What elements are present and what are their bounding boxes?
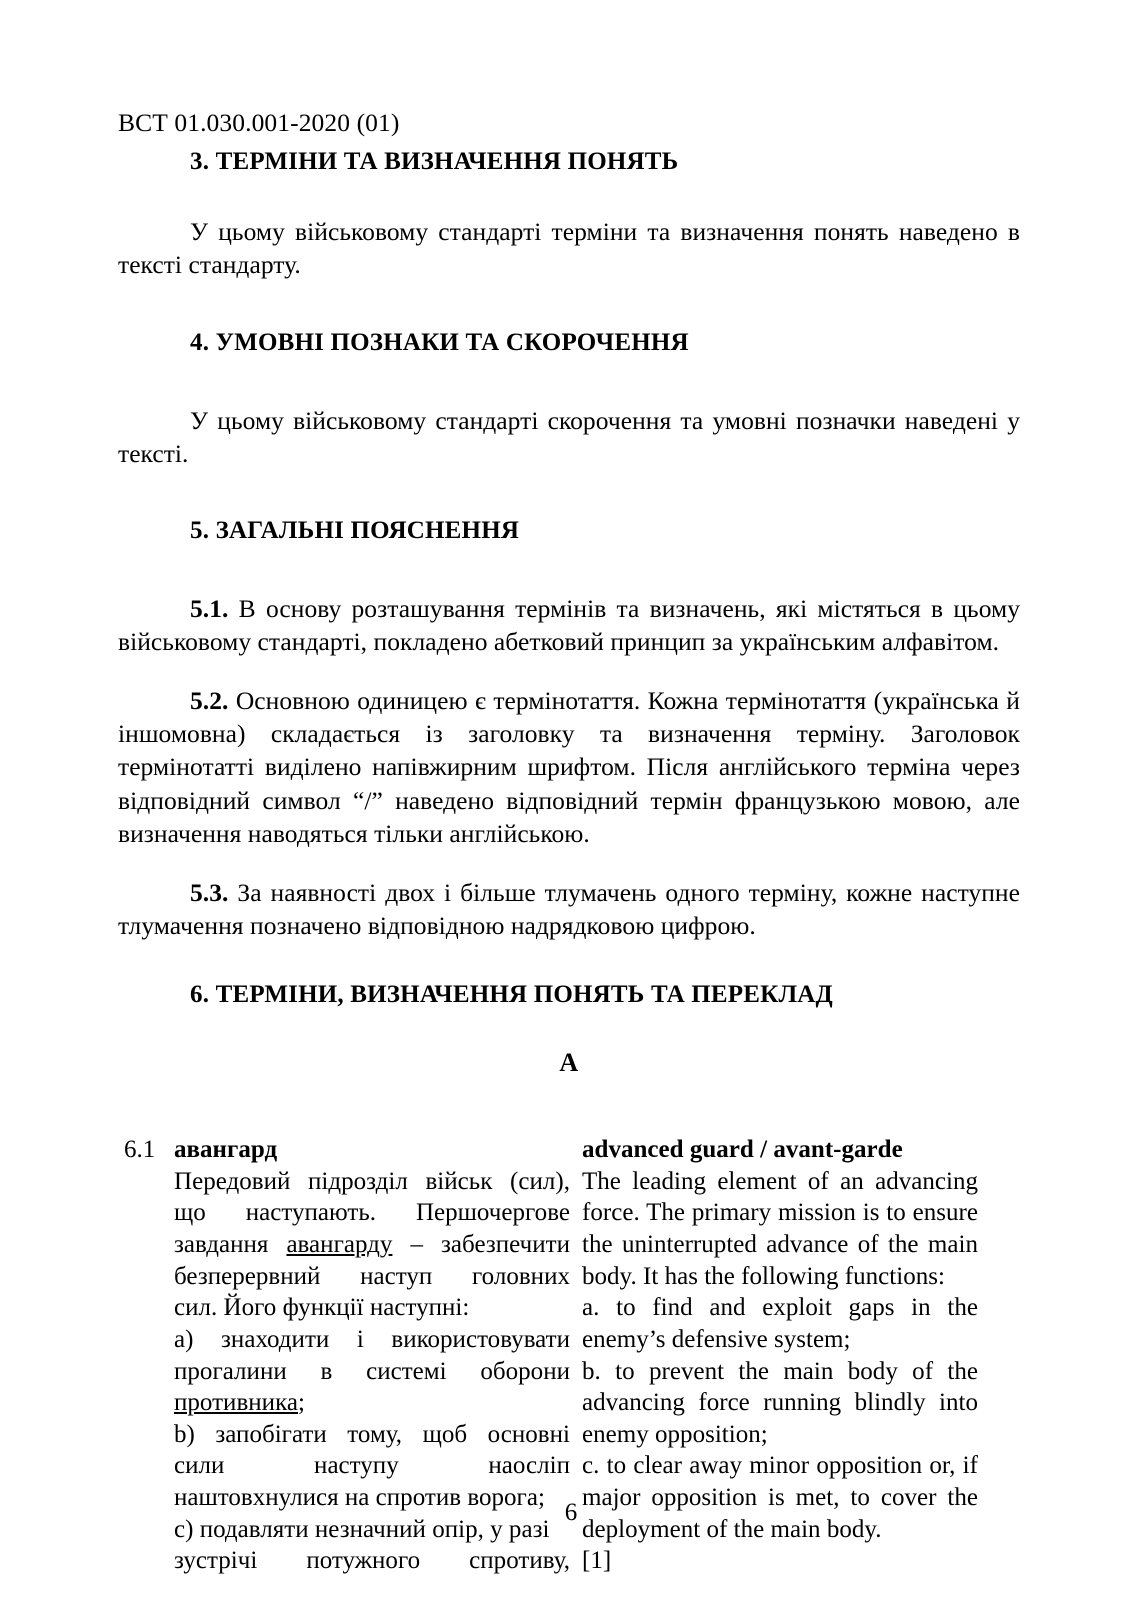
text-line: що наступають. Першочергове [174, 1199, 570, 1227]
spacer [118, 658, 1020, 684]
text-line: Передовий підрозділ військ (сил), [174, 1167, 570, 1195]
text-line: a. to find and exploit gaps in the [582, 1294, 978, 1322]
section-heading-5: 5. ЗАГАЛЬНІ ПОЯСНЕННЯ [190, 516, 520, 544]
section-heading-4: 4. УМОВНІ ПОЗНАКИ ТА СКОРОЧЕННЯ [190, 328, 689, 356]
spacer [118, 1010, 1020, 1048]
section-heading-3: 3. ТЕРМІНИ ТА ВИЗНАЧЕННЯ ПОНЯТЬ [190, 148, 679, 176]
crossref-link-protyvnyka[interactable]: противника [174, 1389, 298, 1417]
text-line: deployment of the main body. [582, 1515, 882, 1543]
text-line: сил. Його функції наступні: [174, 1294, 470, 1322]
spacer [118, 358, 1020, 404]
page-number: 6 [564, 1499, 578, 1526]
text-line: enemy’s defensive system; [582, 1325, 851, 1353]
text-line: противника; [174, 1389, 305, 1417]
text-line: прогалини в системі оборони [174, 1357, 570, 1385]
spacer [118, 942, 1020, 980]
text-line: body. It has the following functions: [582, 1262, 945, 1290]
clause-5-2-number: 5.2. [190, 686, 229, 716]
clause-5-1-text: В основу розташування термінів та визначень, які містяться в цьому військовому стандарті, покладено абетковий принцип за українським алфавітом. [118, 593, 1020, 657]
text-line: завдання авангарду – забезпечити [174, 1231, 570, 1259]
clause-5-3 [118, 876, 1020, 942]
clause-5-1-number: 5.1. [190, 593, 229, 623]
text-line: с) подавляти незначний опір, у разі [174, 1515, 550, 1543]
section-heading-6: 6. ТЕРМІНИ, ВИЗНАЧЕННЯ ПОНЯТЬ ТА ПЕРЕКЛАД [190, 981, 833, 1009]
text-line: b. to prevent the main body of the [582, 1357, 978, 1385]
section-3-paragraph: У цьому військовому стандарті терміни та визначення понять наведено в тексті стандарту. [118, 217, 1020, 280]
text-line: enemy opposition; [582, 1420, 768, 1448]
text-line: major opposition is met, to cover the [582, 1484, 978, 1512]
clause-5-3-number: 5.3. [190, 877, 229, 907]
text-line: force. The primary mission is to ensure [582, 1199, 978, 1227]
alphabet-divider-a: А [559, 1048, 579, 1078]
spacer [118, 470, 1020, 516]
reference-marker: [1] [582, 1547, 612, 1575]
spacer [118, 546, 1020, 592]
document-header-code: ВСТ 01.030.001-2020 (01) [118, 108, 400, 137]
text-line: сили наступу наосліп [174, 1452, 570, 1480]
section-4-paragraph: У цьому військовому стандарті скорочення та умовні позначки наведені у тексті. [118, 405, 1020, 468]
clause-5-3-text: За наявності двох і більше тлумачень одного терміну, кожне наступне тлумачення позначено відповідною надрядковою цифрою. [118, 877, 1020, 940]
spacer [118, 1078, 1020, 1134]
term-uk-headword: авангард [174, 1136, 278, 1164]
text-line: the uninterrupted advance of the main [582, 1231, 978, 1259]
clause-5-2-text: Основною одиницею є термінотаття. Кожна термінотаття (українська й іншомовна) складається із заголовку та визначення терміну. Заголовок термінотатті виділено напівжирним шрифтом. Після англійського терміна через відповідний символ “/” наведено відповідний термін французькою мовою, але визначення наводяться тільки англійською. [118, 686, 1020, 848]
crossref-link-avanhardu[interactable]: авангарду [286, 1231, 393, 1259]
text-line: The leading element of an advancing [582, 1167, 978, 1195]
clause-5-2 [118, 684, 1020, 850]
text-line: c. to clear away minor opposition or, if [582, 1452, 978, 1480]
text-line: наштовхнулися на спротив ворога; [174, 1484, 545, 1512]
text-line: а) знаходити і використовувати [174, 1325, 570, 1353]
text-line: b) запобігати тому, щоб основні [174, 1420, 570, 1448]
term-entry-number: 6.1 [124, 1136, 156, 1164]
spacer [118, 850, 1020, 876]
spacer [118, 282, 1020, 328]
spacer [118, 177, 1020, 215]
term-en-headword: advanced guard / avant-garde [582, 1136, 903, 1164]
clause-5-1 [118, 592, 1020, 658]
text-line: advancing force running blindly into [582, 1389, 978, 1417]
text-line: зустрічі потужного спротиву, [174, 1547, 570, 1575]
text-line: безперервний наступ головних [174, 1262, 570, 1290]
